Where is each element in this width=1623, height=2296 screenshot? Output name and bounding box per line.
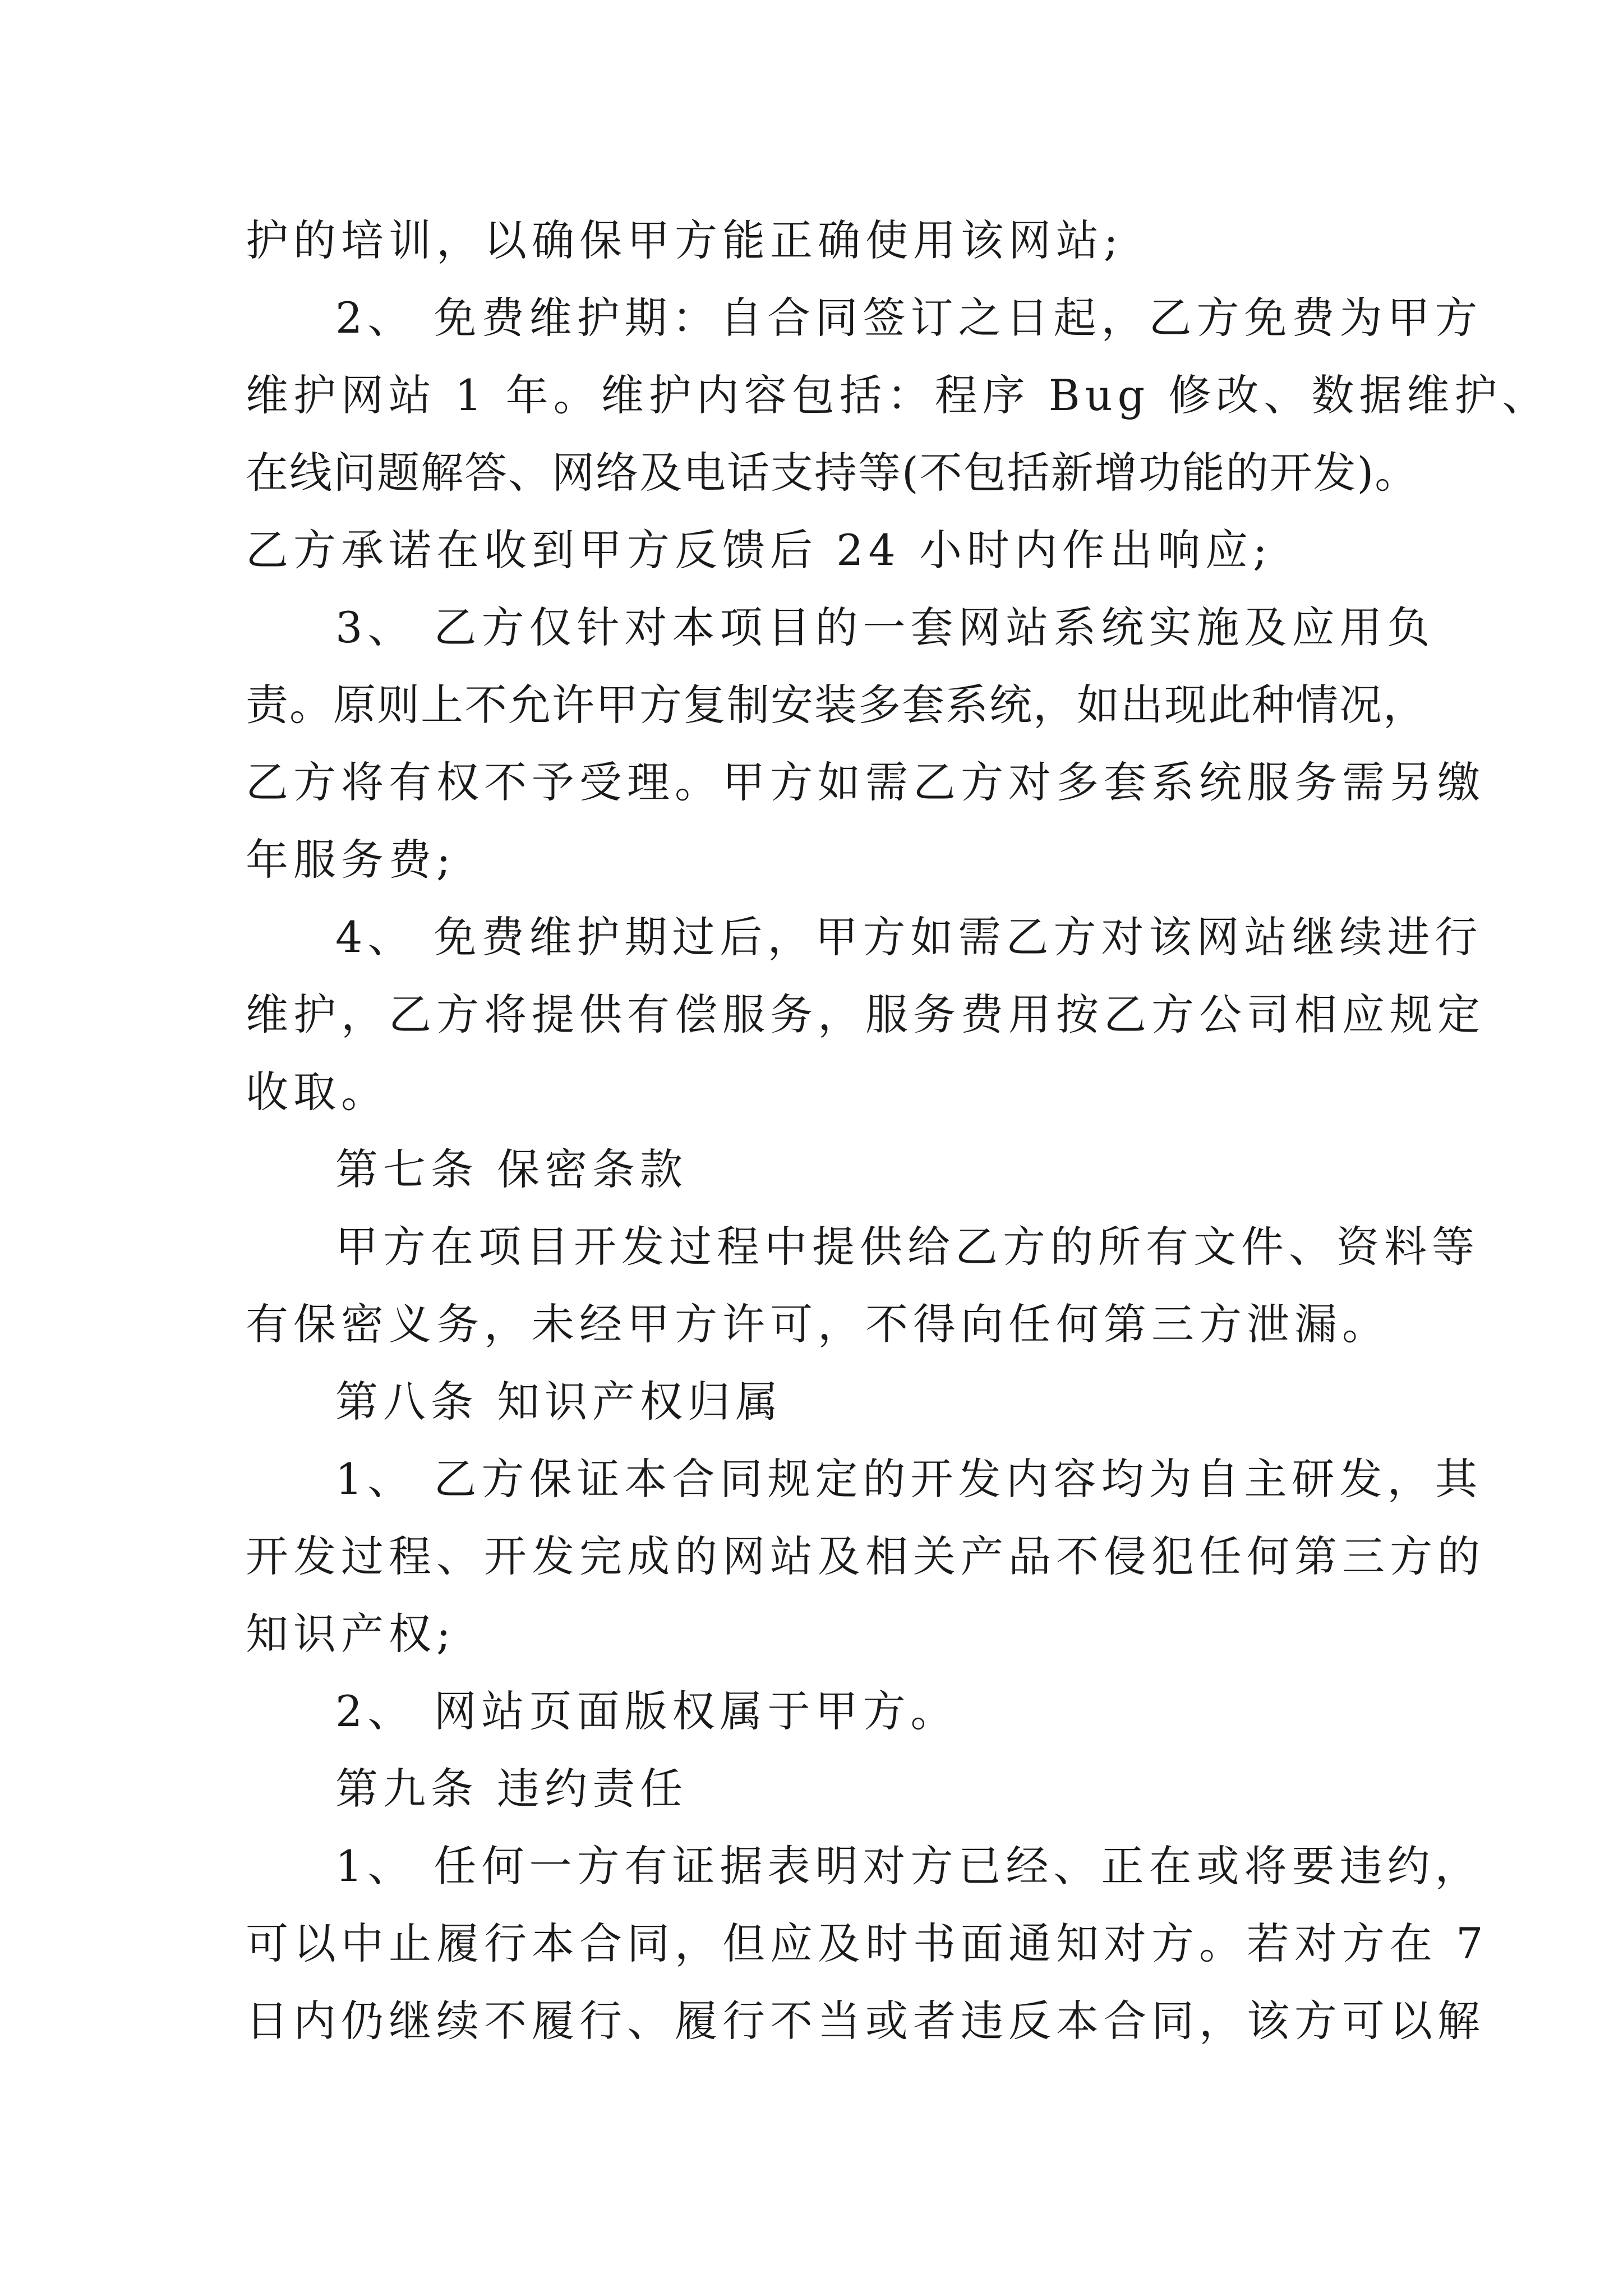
ip-clause-2: 2、 网站页面版权属于甲方。 [335, 1686, 958, 1736]
ip-clause-1: 1、 乙方保证本合同规定的开发内容均为自主研发，其 [335, 1454, 1483, 1504]
text-line: 责。原则上不允许甲方复制安装多套系统，如出现此种情况， [246, 680, 1427, 730]
text-line: 收取。 [246, 1067, 389, 1117]
text-line: 知识产权; [246, 1609, 456, 1659]
clause-4-paid-maintenance: 4、 免费维护期过后，甲方如需乙方对该网站继续进行 [335, 912, 1483, 962]
clause-2-free-maintenance: 2、 免费维护期：自合同签订之日起，乙方免费为甲方 [335, 293, 1483, 343]
text-line: 开发过程、开发完成的网站及相关产品不侵犯任何第三方的 [246, 1531, 1485, 1581]
text-line: 可以中止履行本合同，但应及时书面通知对方。若对方在 7 [246, 1918, 1488, 1968]
text-line: 有保密义务，未经甲方许可，不得向任何第三方泄漏。 [246, 1299, 1390, 1349]
text-line: 日内仍继续不履行、履行不当或者违反本合同，该方可以解 [246, 1996, 1485, 2046]
text-line: 年服务费; [246, 835, 456, 885]
text-line: 维护，乙方将提供有偿服务，服务费用按乙方公司相应规定 [246, 990, 1485, 1039]
text-line: 乙方承诺在收到甲方反馈后 24 小时内作出响应; [246, 525, 1272, 575]
article-7-heading: 第七条 保密条款 [335, 1144, 688, 1194]
text-line: 护的培训，以确保甲方能正确使用该网站; [246, 215, 1123, 265]
confidentiality-paragraph: 甲方在项目开发过程中提供给乙方的所有文件、资料等 [335, 1222, 1479, 1272]
text-line: 乙方将有权不予受理。甲方如需乙方对多套系统服务需另缴 [246, 757, 1485, 807]
article-9-heading: 第九条 违约责任 [335, 1764, 688, 1814]
document-body [246, 202, 1550, 2060]
breach-clause-1: 1、 任何一方有证据表明对方已经、正在或将要违约， [335, 1841, 1483, 1891]
text-line: 在线问题解答、网络及电话支持等(不包括新增功能的开发)。 [246, 448, 1419, 498]
article-8-heading: 第八条 知识产权归属 [335, 1377, 783, 1427]
clause-3-single-system: 3、 乙方仅针对本项目的一套网站系统实施及应用负 [335, 602, 1435, 652]
text-line: 维护网站 1 年。维护内容包括：程序 Bug 修改、数据维护、 [246, 370, 1550, 420]
